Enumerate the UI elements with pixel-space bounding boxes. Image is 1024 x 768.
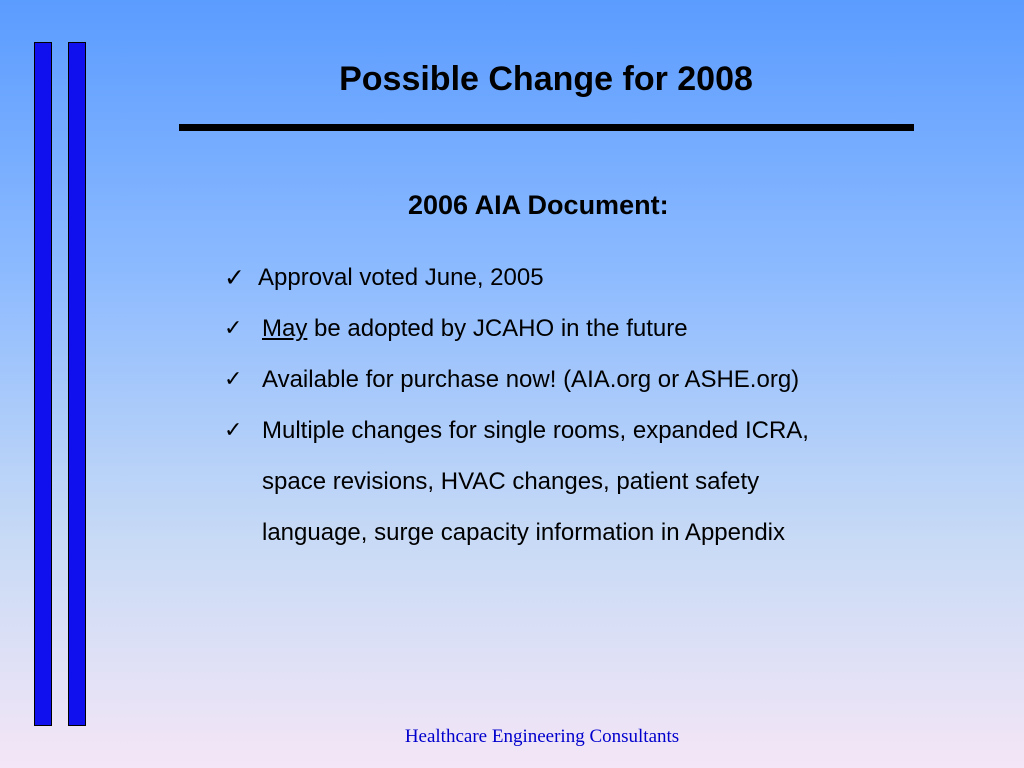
bullet-text: Approval voted June, 2005 — [258, 264, 544, 291]
footer-company-name: Healthcare Engineering Consultants — [404, 726, 680, 747]
title-underline-rule — [179, 124, 914, 131]
bullet-item — [224, 405, 924, 558]
slide-subtitle: 2006 AIA Document: — [408, 190, 669, 220]
bullet-text-rest: be adopted by JCAHO in the future — [307, 315, 688, 342]
decorative-bar-right — [68, 42, 86, 726]
decorative-bar-left — [34, 42, 52, 726]
checkmark-icon: ✓ — [224, 418, 243, 443]
checkmark-icon: ✓ — [224, 367, 243, 392]
bullet-item — [224, 252, 924, 303]
bullet-text: Multiple changes for single rooms, expanded ICRA, space revisions, HVAC changes, patient safety language, surge capacity information in Appendix — [262, 417, 809, 546]
checkmark-icon: ✓ — [224, 263, 245, 292]
bullet-emphasis: May — [262, 315, 308, 342]
bullet-list — [224, 252, 924, 558]
bullet-item — [224, 303, 924, 354]
bullet-text: Available for purchase now! (AIA.org or ASHE.org) — [262, 366, 800, 393]
slide-title: Possible Change for 2008 — [339, 60, 753, 98]
bullet-item — [224, 354, 924, 405]
checkmark-icon: ✓ — [224, 316, 243, 341]
bullet-text — [262, 303, 862, 354]
